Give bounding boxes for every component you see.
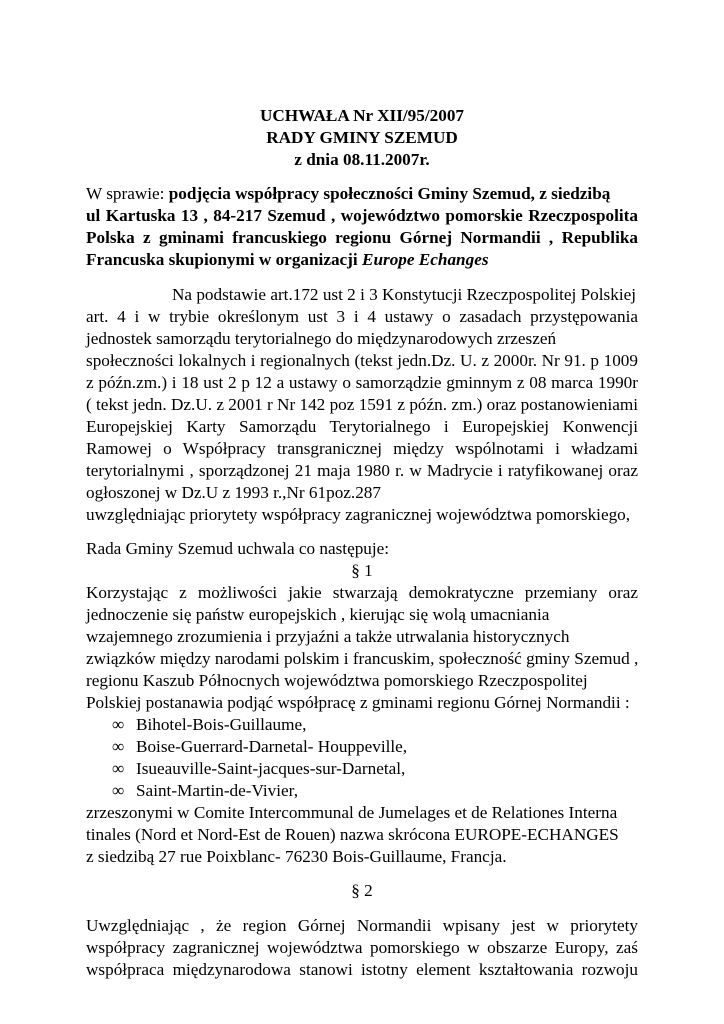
council-name: RADY GMINY SZEMUD (266, 128, 458, 147)
section-2-mark: § 2 (351, 881, 373, 900)
basis-line-1: Na podstawie art.172 ust 2 i 3 Konstytucji Rzeczpospolitej Polskiej (172, 285, 636, 304)
section-1-line-6: Polskiej postanawia podjąć współpracę z gminami regionu Górnej Normandii : (86, 693, 630, 712)
basis-line-9: terytorialnymi , sporządzonej 21 maja 1980 r. w Madrycie i ratyfikowanej oraz (86, 461, 638, 480)
basis-line-7: Europejskiej Karty Samorządu Terytorialnego i Europejskiej Konwencji (86, 417, 638, 436)
basis-line-6: ( tekst jedn. Dz.U. z 2001 r Nr 142 poz 1591 z późn. zm.) oraz postanowieniami (86, 395, 638, 414)
subject-line-3: Polska z gminami francuskiego regionu Górnej Normandii , Republika (86, 228, 638, 247)
resolves-statement: Rada Gminy Szemud uchwala co następuje: (86, 539, 390, 558)
section-1-after-1: zrzeszonymi w Comite Intercommunal de Jumelages et de Relationes Interna (86, 803, 618, 822)
list-item: ∞ Bihotel-Bois-Guillaume, (112, 715, 307, 734)
infinity-bullet-icon: ∞ (112, 737, 125, 756)
list-item: ∞ Isueauville-Saint-jacques-sur-Darnetal, (112, 759, 406, 778)
subject-line-4 (86, 249, 638, 271)
basis-line-2: art. 4 i w trybie określonym ust 3 i 4 ustawy o zasadach przystępowania (86, 307, 638, 326)
section-1-line-3: wzajemnego zrozumienia i przyjaźni a także utrwalania historycznych (86, 627, 570, 646)
resolution-title: UCHWAŁA Nr XII/95/2007 (259, 106, 465, 125)
basis-line-3: jednostek samorządu terytorialnego do międzynarodowych zrzeszeń (86, 329, 557, 348)
infinity-bullet-icon: ∞ (112, 715, 125, 734)
section-1-after-2: tinales (Nord et Nord-Est de Rouen) nazwa skrócona EUROPE-ECHANGES (86, 825, 619, 844)
section-2-line-2: współpracy zagranicznej województwa pomorskiego w obszarze Europy, zaś (86, 938, 638, 957)
section-1-mark: § 1 (351, 561, 373, 580)
basis-line-10: ogłoszonej w Dz.U z 1993 r.,Nr 61poz.287 (86, 483, 381, 502)
subject-line-1 (86, 183, 638, 205)
resolution-date: z dnia 08.11.2007r. (294, 150, 430, 169)
section-2-line-1: Uwzględniając , że region Górnej Normandii wpisany jest w priorytety (86, 916, 638, 935)
section-1-after-3: z siedzibą 27 rue Poixblanc- 76230 Bois-Guillaume, Francja. (86, 847, 507, 866)
basis-line-8: Ramowej o Współpracy transgranicznej między wspólnotami i władzami (86, 439, 638, 458)
infinity-bullet-icon: ∞ (112, 759, 125, 778)
infinity-bullet-icon: ∞ (112, 781, 125, 800)
section-1-line-5: regionu Kaszub Północnych województwa pomorskiego Rzeczpospolitej (86, 671, 588, 690)
section-2-line-3: współpraca międzynarodowa stanowi istotny element kształtowania rozwoju (86, 960, 638, 979)
subject-text-1: podjęcia współpracy społeczności Gminy Szemud, z siedzibą (168, 184, 611, 203)
basis-line-4: społeczności lokalnych i regionalnych (tekst jedn.Dz. U. z 2000r. Nr 91. p 1009 (86, 351, 638, 370)
list-item: ∞ Boise-Guerrard-Darnetal- Houppeville, (112, 737, 408, 756)
section-1-line-2: jednoczenie się państw europejskich , kierując się wolą umacniania (86, 605, 550, 624)
organization-name: Europe Echanges (361, 250, 489, 269)
basis-line-5: z późn.zm.) i 18 ust 2 p 12 a ustawy o samorządzie gminnym z 08 marca 1990r (86, 373, 638, 392)
subject-text-4: Francuska skupionymi w organizacji (86, 250, 362, 269)
section-1-line-4: związków między narodami polskim i francuskim, społeczność gminy Szemud , (86, 649, 639, 668)
list-item: ∞ Saint-Martin-de-Vivier, (112, 781, 298, 800)
subject-prefix: W sprawie: (86, 184, 169, 203)
subject-line-2: ul Kartuska 13 , 84-217 Szemud , województwo pomorskie Rzeczpospolita (86, 206, 638, 225)
basis-line-11: uwzględniając priorytety współpracy zagranicznej województwa pomorskiego, (86, 505, 631, 524)
section-1-line-1: Korzystając z możliwości jakie stwarzają demokratyczne przemiany oraz (86, 583, 638, 602)
